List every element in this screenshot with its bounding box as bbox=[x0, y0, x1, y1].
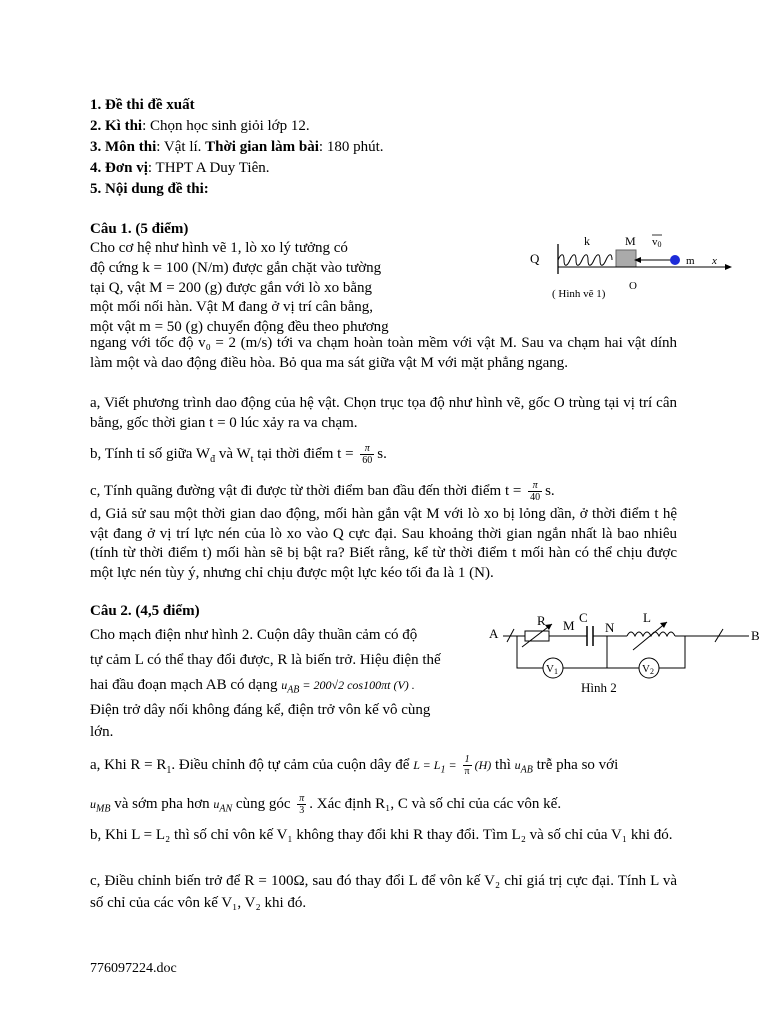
fig2-label-l: L bbox=[643, 612, 651, 625]
q2-a2-fraction: $\frac{\pi}{3}$ bbox=[299, 793, 305, 816]
fig2-label-v1: V1 bbox=[546, 663, 558, 676]
q1-part-a: a, Viết phương trình dao động của hệ vật. Chọn trục tọa độ như hình vẽ, gốc O trùng tại vị trí cân bằng, gốc thời gian t = 0 lúc xảy ra va chạm. bbox=[90, 395, 677, 431]
q1-c-end: s. bbox=[545, 482, 555, 499]
header-line-2 bbox=[90, 117, 310, 135]
spring-icon bbox=[558, 255, 612, 266]
q1-intro-line: một vật m = 50 (g) chuyển động đều theo phương bbox=[90, 319, 389, 335]
q2-part-a-line-1: a, Khi $R = R_1$. Điều chỉnh độ tự cảm của cuộn dây để $L = L_1$ = $\frac{1}{\pi}$ (H) thì $u_{AB}$ trễ pha so với bbox=[90, 754, 619, 777]
q2-intro-text: hai đầu đoạn mạch AB có dạng bbox=[90, 677, 282, 693]
q1-b-pre: b, Tính tỉ số giữa W bbox=[90, 445, 211, 462]
q2-intro-line: lớn. bbox=[90, 724, 114, 740]
file-name: 776097224.doc bbox=[90, 961, 177, 976]
q2-intro-line: Cho mạch điện như hình 2. Cuộn dây thuần cảm có độ bbox=[90, 627, 418, 643]
exam-label: 2. Kì thi bbox=[90, 118, 143, 134]
time-label: Thời gian làm bài bbox=[205, 139, 319, 155]
q1-c-fraction: $\frac{\pi}{40}$ bbox=[530, 480, 541, 503]
wire bbox=[563, 636, 607, 668]
q1-title: Câu 1. (5 điểm) bbox=[90, 221, 189, 237]
q1-part-d: d, Giả sử sau một thời gian dao động, mối hàn gắn vật M với lò xo bị lỏng dần, ở thời điểm t hệ vật đang ở vị trí lực nén của lò xo vào Q cực đại. Sau khoảng thời gian ngắn nhất là bao nhiêu (tính từ thời điểm t) mối hàn sẽ bị bật ra? Biết rằng, kể từ thời điểm t mối hàn có thể chịu được một lực nén tùy ý, nhưng chỉ chịu được một lực kéo tối đa là 1 (N). bbox=[90, 506, 677, 581]
q1-b-mid: và W bbox=[215, 445, 251, 462]
q2-intro-line: tự cảm L có thể thay đổi được, R là biến trở. Hiệu điện thế bbox=[90, 652, 441, 668]
q1-part-b bbox=[90, 443, 387, 469]
subject-label: 3. Môn thi bbox=[90, 139, 157, 155]
fig1-label-x: x bbox=[712, 255, 717, 267]
q1-intro-line: tại Q, vật M = 200 (g) được gắn với lò xo bằng bbox=[90, 280, 372, 296]
q2-part-b: b, Khi L = L₂ thì số chỉ vôn kế V₁ không thay đổi khi R thay đổi. Tìm L₂ và số chỉ của V₁ khi đó. bbox=[90, 827, 673, 843]
header-line-1: 1. Đề thi đề xuất bbox=[90, 97, 195, 113]
fig2-label-b: B bbox=[751, 628, 760, 643]
fig2-label-a: A bbox=[489, 626, 499, 641]
q2-uab-formula: $u_{AB} = 200√2$ cos100πt (V) . bbox=[281, 678, 415, 696]
fig1-label-big-m: M bbox=[625, 234, 636, 248]
inductor-arrow bbox=[633, 622, 667, 650]
header-line-4 bbox=[90, 159, 269, 177]
fig2-label-v2: V2 bbox=[642, 663, 654, 676]
fig2-label-m: M bbox=[563, 618, 575, 633]
q2-part-a-line-2: $u_{MB}$ và sớm pha hơn $u_{AN}$ cùng góc $\frac{\pi}{3}$ . Xác định R₁, C và số chỉ của các vôn kế. bbox=[90, 793, 562, 816]
q2-title: Câu 2. (4,5 điểm) bbox=[90, 603, 200, 619]
q1-part-c bbox=[90, 480, 555, 503]
q2-a-l-formula: $L = L_1$ = bbox=[413, 757, 460, 776]
fig1-label-q: Q bbox=[530, 251, 540, 266]
fig2-label-n: N bbox=[605, 620, 615, 635]
unit-value: : THPT A Duy Tiên. bbox=[147, 160, 270, 176]
q1-c-pre: c, Tính quãng đường vật đi được từ thời điểm ban đầu đến thời điểm t = bbox=[90, 482, 526, 499]
fig2-label-r: R bbox=[537, 613, 546, 628]
q2-intro-line: Điện trở dây nối không đáng kể, điện trở vôn kế vô cùng bbox=[90, 702, 431, 718]
ball-m-icon bbox=[670, 255, 680, 265]
header-line-3 bbox=[90, 138, 384, 156]
wire bbox=[659, 636, 685, 668]
exam-value: : Chọn học sinh giỏi lớp 12. bbox=[142, 118, 310, 134]
fig1-label-small-m: m bbox=[686, 255, 695, 267]
fig1-label-v0: v0 bbox=[652, 236, 662, 249]
figure-2-circuit bbox=[487, 612, 762, 700]
q1-b-fraction: $\frac{\pi}{60}$ bbox=[362, 443, 373, 466]
subject-value: : Vật lí. bbox=[156, 139, 206, 155]
q1-b-sub2: t bbox=[250, 453, 254, 465]
q2-intro-line bbox=[90, 676, 415, 699]
q1-b-post: tại thời điểm t = bbox=[253, 445, 358, 462]
header-line-5: 5. Nội dung đề thi: bbox=[90, 181, 209, 197]
q1-intro-line: độ cứng k = 100 (N/m) được gắn chặt vào tường bbox=[90, 260, 382, 276]
q1-intro-line: Cho cơ hệ như hình vẽ 1, lò xo lý tưởng có bbox=[90, 240, 348, 256]
time-value: : 180 phút. bbox=[318, 139, 384, 155]
fig1-caption: ( Hình vẽ 1) bbox=[552, 288, 606, 300]
unit-label: 4. Đơn vị bbox=[90, 160, 148, 176]
q1-intro-continuation: ngang với tốc độ v₀ = 2 (m/s) tới va chạm hoàn toàn mềm với vật M. Sau va chạm hai vật dính làm một và dao động điều hòa. Bỏ qua ma sát giữa vật M với mặt phẳng ngang. bbox=[90, 335, 677, 371]
block-m bbox=[616, 250, 636, 267]
fig1-label-o: O bbox=[629, 280, 637, 292]
fig1-label-k: k bbox=[584, 234, 590, 248]
q1-intro-line: một mối nối hàn. Vật M đang ở vị trí cân bằng, bbox=[90, 299, 374, 315]
q1-b-sub1: đ bbox=[210, 453, 216, 465]
figure-1-spring-mass bbox=[520, 230, 760, 305]
q2-part-c: c, Điều chỉnh biến trở để R = 100Ω, sau đó thay đổi L để vôn kế V₂ chỉ giá trị cực đại. Tính L và số chỉ của các vôn kế V₁, V₂ khi đó. bbox=[90, 873, 677, 911]
fig2-label-c: C bbox=[579, 612, 588, 625]
fig2-caption: Hình 2 bbox=[581, 680, 617, 695]
q1-b-end: s. bbox=[377, 445, 387, 462]
x-axis-arrow-icon bbox=[725, 264, 732, 270]
q2-a-fraction: $\frac{1}{\pi}$ bbox=[464, 754, 470, 777]
